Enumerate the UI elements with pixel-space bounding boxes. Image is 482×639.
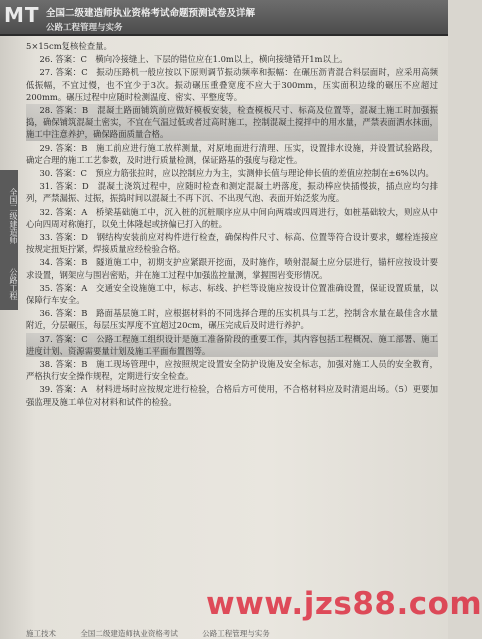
paragraph-highlighted: 28. 答案：B 混凝土路面铺筑前应做好模板安装，检查模板尺寸、标高及位置等，混凝土施工时加强振捣，确保铺筑混凝土密实，不宜在气温过低或者过高时施工，控制混凝土搅拌中的用水量，严禁表面洒水抹面，施工中注意养护，确保路面质量合格。 (26, 105, 438, 140)
paragraph: 34. 答案：B 隧道施工中，初期支护应紧跟开挖面，及时施作，喷射混凝土应分层进行，锚杆应按设计要求设置，钢架应与围岩密贴，并在施工过程中加强监控量测，掌握围岩变形情况。 (26, 257, 438, 280)
paragraph: 26. 答案：C 横向冷接缝上、下层的错位应在1.0m以上，横向接缝错开1m以上。 (39, 54, 348, 65)
side-tab-exam: 全国二级建造师 (0, 170, 18, 262)
site-watermark: www.jzs88.com (206, 586, 482, 622)
paragraph-highlighted: 37. 答案：C 公路工程施工组织设计是施工准备阶段的重要工作，其内容包括工程概况、施工部署、施工进度计划、资源需要量计划及施工平面布置图等。 (26, 333, 438, 356)
header-subtitle: 公路工程管理与实务 (46, 23, 123, 33)
paragraph: 5×15cm复核检查量。 (26, 41, 112, 51)
paragraph: 31. 答案：D 混凝土浇筑过程中，应随时检查和测定混凝土坍落度，振动棒应快插慢拔，插点应均匀排列，严禁漏振、过振，振捣时间以混凝土不再下沉、不出现气泡、表面开始泛浆为度。 (26, 181, 438, 204)
paragraph: 35. 答案：A 交通安全设施施工中，标志、标线、护栏等设施应按设计位置准确设置，保证设置质量，以保障行车安全。 (26, 282, 438, 306)
side-tab-subject: 公路工程 (0, 258, 18, 310)
paragraph: 27. 答案：C 振动压路机一般应按以下原则调节振动频率和振幅：在碾压沥青混合料层面时，应采用高频低振幅，不宜过慢，也不宜少于3次。振动碾压重叠宽度不应大于300mm，压实面积边缘的碾压不应超过200mm。碾压过程中应随时检测温度、密实、平整度等。 (26, 67, 438, 102)
page-header (0, 0, 448, 36)
paragraph: 33. 答案：D 钢结构安装前应对构件进行检查，确保构件尺寸、标高、位置等符合设计要求，螺栓连接应按规定扭矩拧紧，焊接质量应经检验合格。 (26, 232, 438, 255)
paragraph: 32. 答案：A 桥梁基础施工中，沉入桩的沉桩顺序应从中间向两端或四周进行，如桩基础较大，则应从中心向四周对称施打，以免土体隆起或挤偏已打入的桩。 (26, 206, 438, 229)
paragraph: 36. 答案：B 路面基层施工时，应根据材料的不同选择合理的压实机具与工艺，控制含水量在最佳含水量附近，分层碾压，每层压实厚度不宜超过20cm，碾压完成后及时进行养护。 (26, 308, 438, 331)
footer-item: 公路工程管理与实务 (202, 629, 270, 638)
paragraph: 38. 答案：B 施工现场管理中，应按照规定设置安全防护设施及安全标志，加强对施工人员的安全教育，严格执行安全操作规程，定期进行安全检查。 (26, 359, 438, 382)
page-footer (26, 628, 438, 639)
paragraph: 39. 答案：A 材料进场时应按规定进行检验，合格后方可使用，不合格材料应及时清退出场。（5）更要加强监理及施工单位对材料和试件的检验。 (26, 384, 438, 407)
publisher-logo: MT (4, 3, 40, 27)
header-title: 全国二级建造师执业资格考试命题预测试卷及详解 (46, 8, 256, 19)
footer-item: 施工技术 (26, 629, 56, 638)
answer-body (26, 40, 438, 624)
paragraph: 29. 答案：B 施工前应进行施工放样测量，对原地面进行清理、压实，设置排水设施，并设置试验路段，确定合理的施工工艺参数，及时进行质量检测，保证路基的强度与稳定性。 (26, 142, 438, 165)
header-divider (0, 34, 448, 36)
paragraph: 30. 答案：C 预应力筋张拉时，应以控制应力为主，实测伸长值与理论伸长值的差值应控制在±6%以内。 (39, 168, 434, 179)
footer-item: 全国二级建造师执业资格考试 (80, 629, 178, 638)
